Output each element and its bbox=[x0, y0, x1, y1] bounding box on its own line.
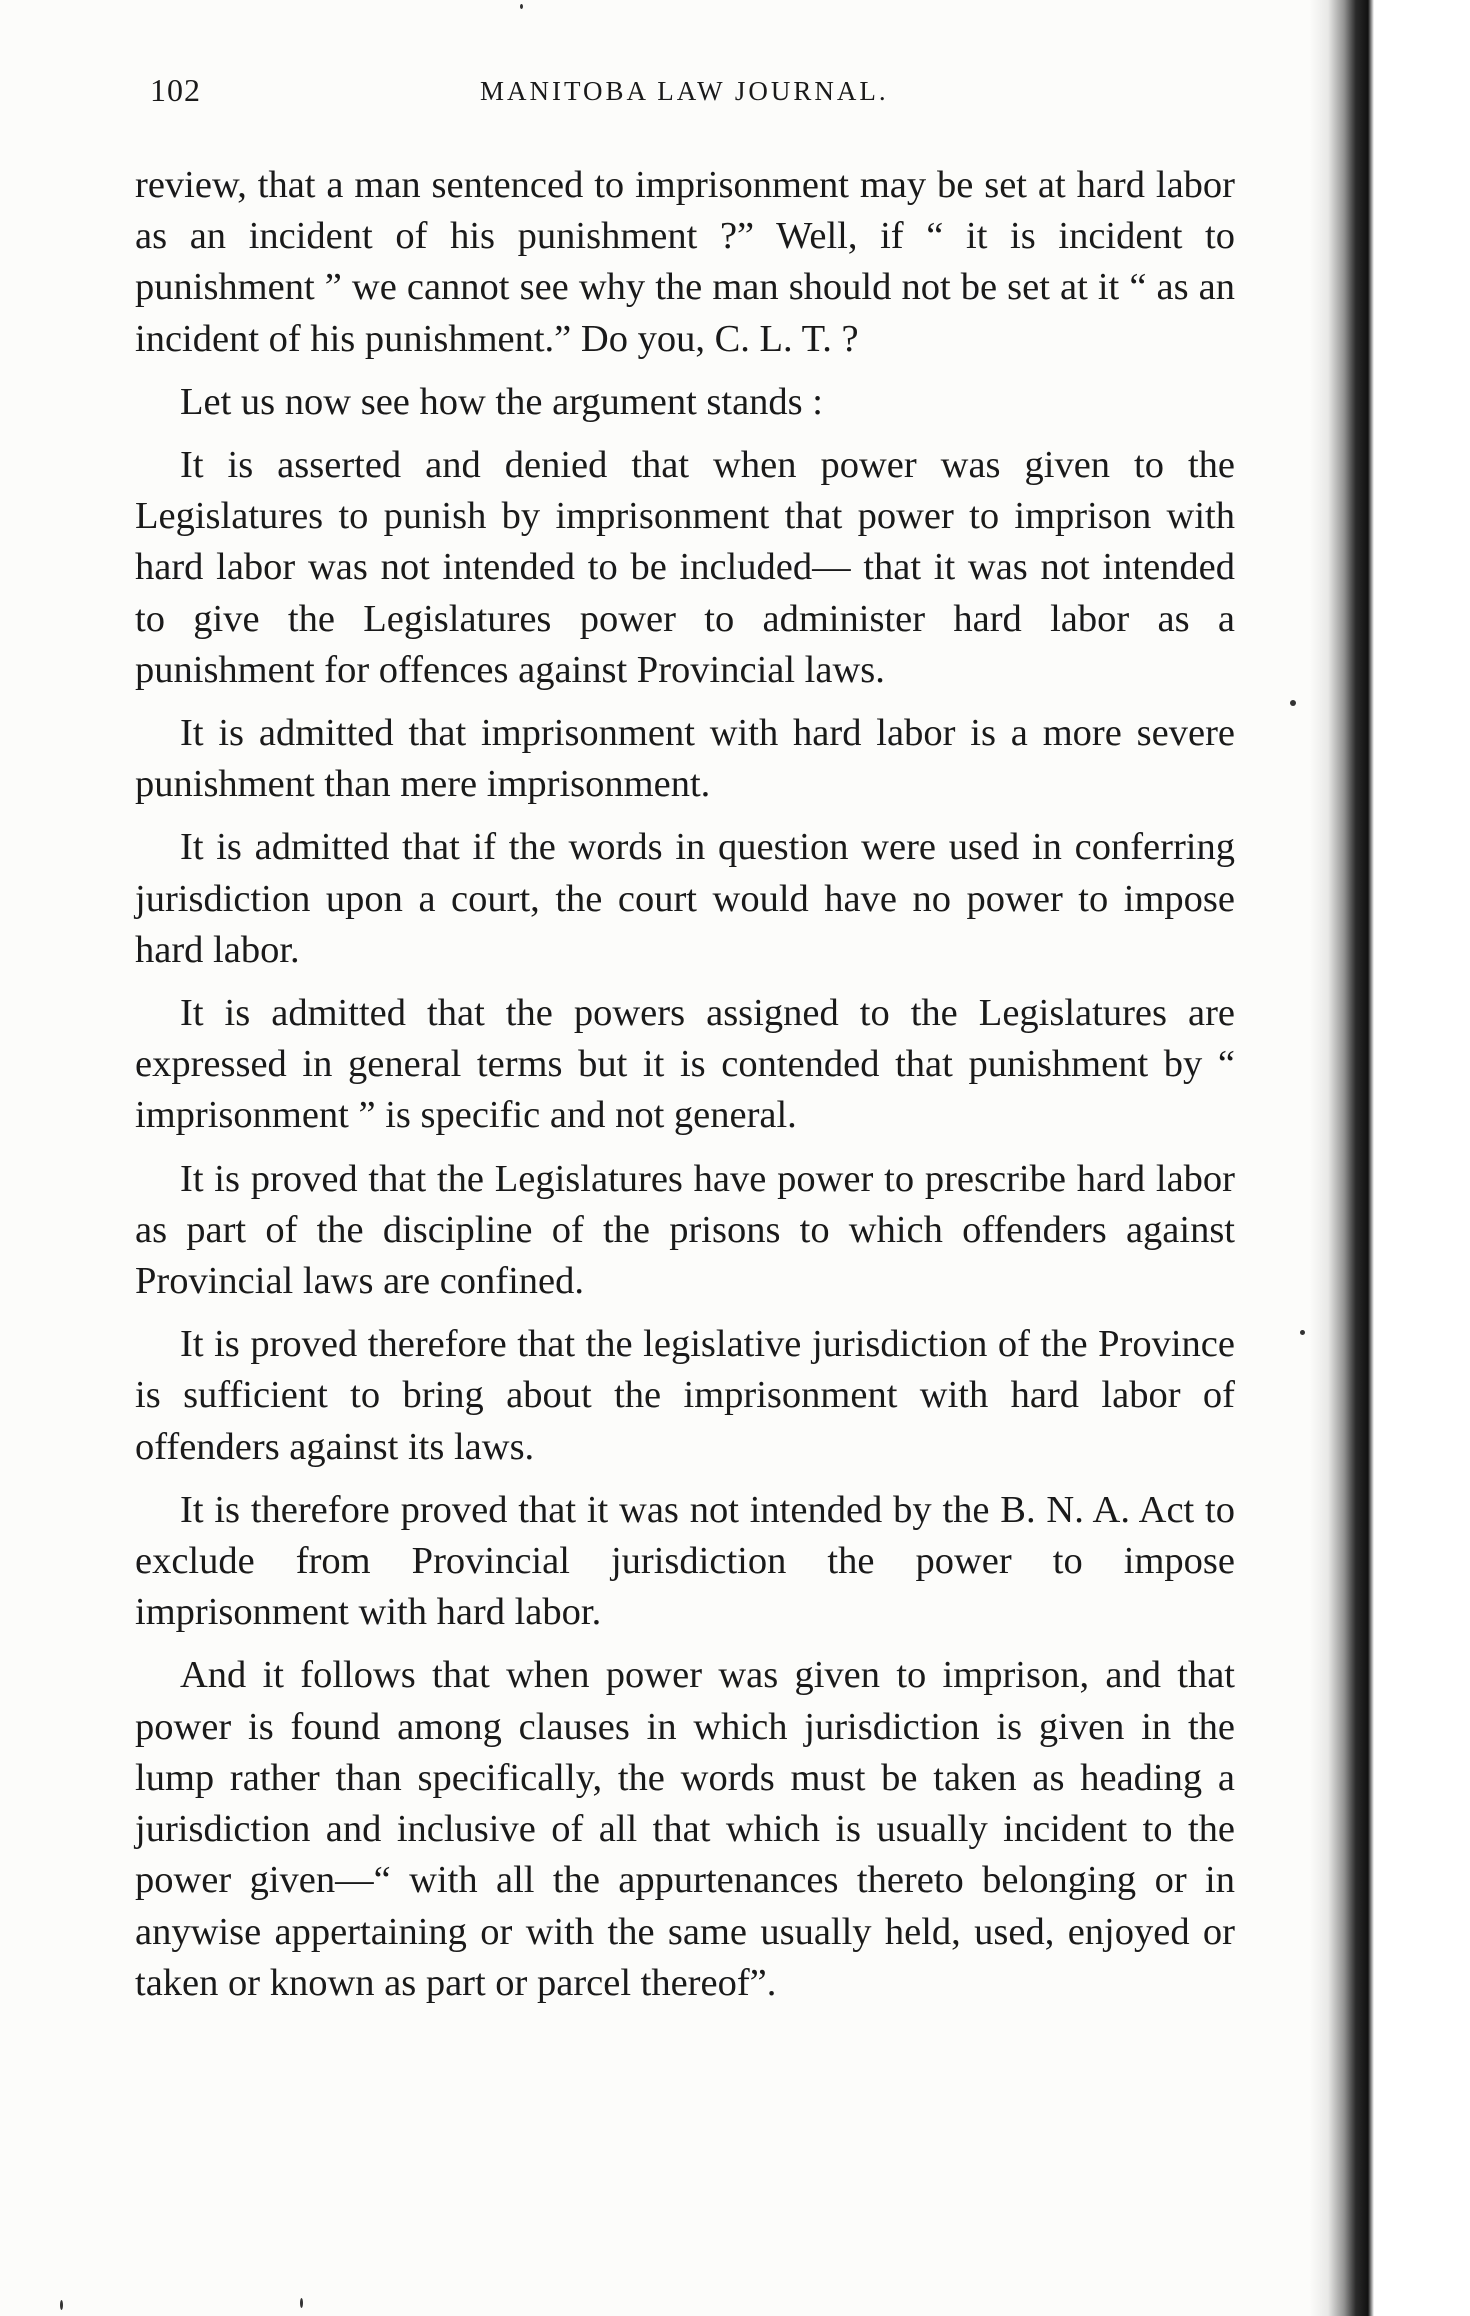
running-head: MANITOBA LAW JOURNAL. bbox=[480, 76, 889, 106]
scan-speck bbox=[520, 4, 523, 9]
paragraph: It is asserted and denied that when power was given to the Legislatures to punish by imprisonment that power to imprison with hard labor was not intended to be included— that it was not intended to give the Legislatures power to administer hard labor as a punishment for offences against Provincial laws. bbox=[135, 444, 1235, 691]
page-number: 102 bbox=[150, 72, 201, 108]
paragraph: It is admitted that if the words in question were used in conferring jurisdiction upon a court, the court would have no power to impose hard labor. bbox=[135, 826, 1235, 971]
paragraph: Let us now see how the argument stands : bbox=[180, 380, 823, 423]
paragraph: It is proved that the Legislatures have power to prescribe hard labor as part of the discipline of the prisons to which offenders against Provincial laws are confined. bbox=[135, 1157, 1235, 1303]
paragraph: And it follows that when power was given to imprison, and that power is found among clauses in which jurisdiction is given in the lump rather than specifically, the words must be taken as heading a jurisdiction and inclusive of all that which is usually incident to the power given—“ with all the appurtenances thereto belonging or in anywise appertaining or with the same usually held, used, enjoyed or taken or known as part or parcel thereof”. bbox=[135, 1654, 1235, 2004]
page-header bbox=[150, 72, 1230, 112]
body-text bbox=[135, 160, 1235, 2021]
scan-speck bbox=[1300, 1330, 1305, 1335]
scan-speck bbox=[60, 2300, 63, 2310]
paragraph: review, that a man sentenced to imprisonment may be set at hard labor as an incident of his punishment ?” Well, if “ it is incident to punishment ” we cannot see why the man should not be set at it “ as an incident of his punishment.” Do you, C. L. T. ? bbox=[135, 164, 1235, 360]
paragraph: It is admitted that imprisonment with hard labor is a more severe punishment than mere imprisonment. bbox=[135, 712, 1235, 806]
scanned-spine-shadow bbox=[1310, 0, 1470, 2316]
scan-speck bbox=[300, 2298, 303, 2308]
paragraph: It is admitted that the powers assigned to the Legislatures are expressed in general terms but it is contended that punishment by “ imprisonment ” is specific and not general. bbox=[135, 992, 1235, 1137]
paragraph: It is proved therefore that the legislative jurisdiction of the Province is sufficient to bring about the imprisonment with hard labor of offenders against its laws. bbox=[135, 1323, 1235, 1468]
scan-speck bbox=[1290, 700, 1296, 706]
paragraph: It is therefore proved that it was not intended by the B. N. A. Act to exclude from Provincial jurisdiction the power to impose imprisonment with hard labor. bbox=[135, 1488, 1235, 1634]
